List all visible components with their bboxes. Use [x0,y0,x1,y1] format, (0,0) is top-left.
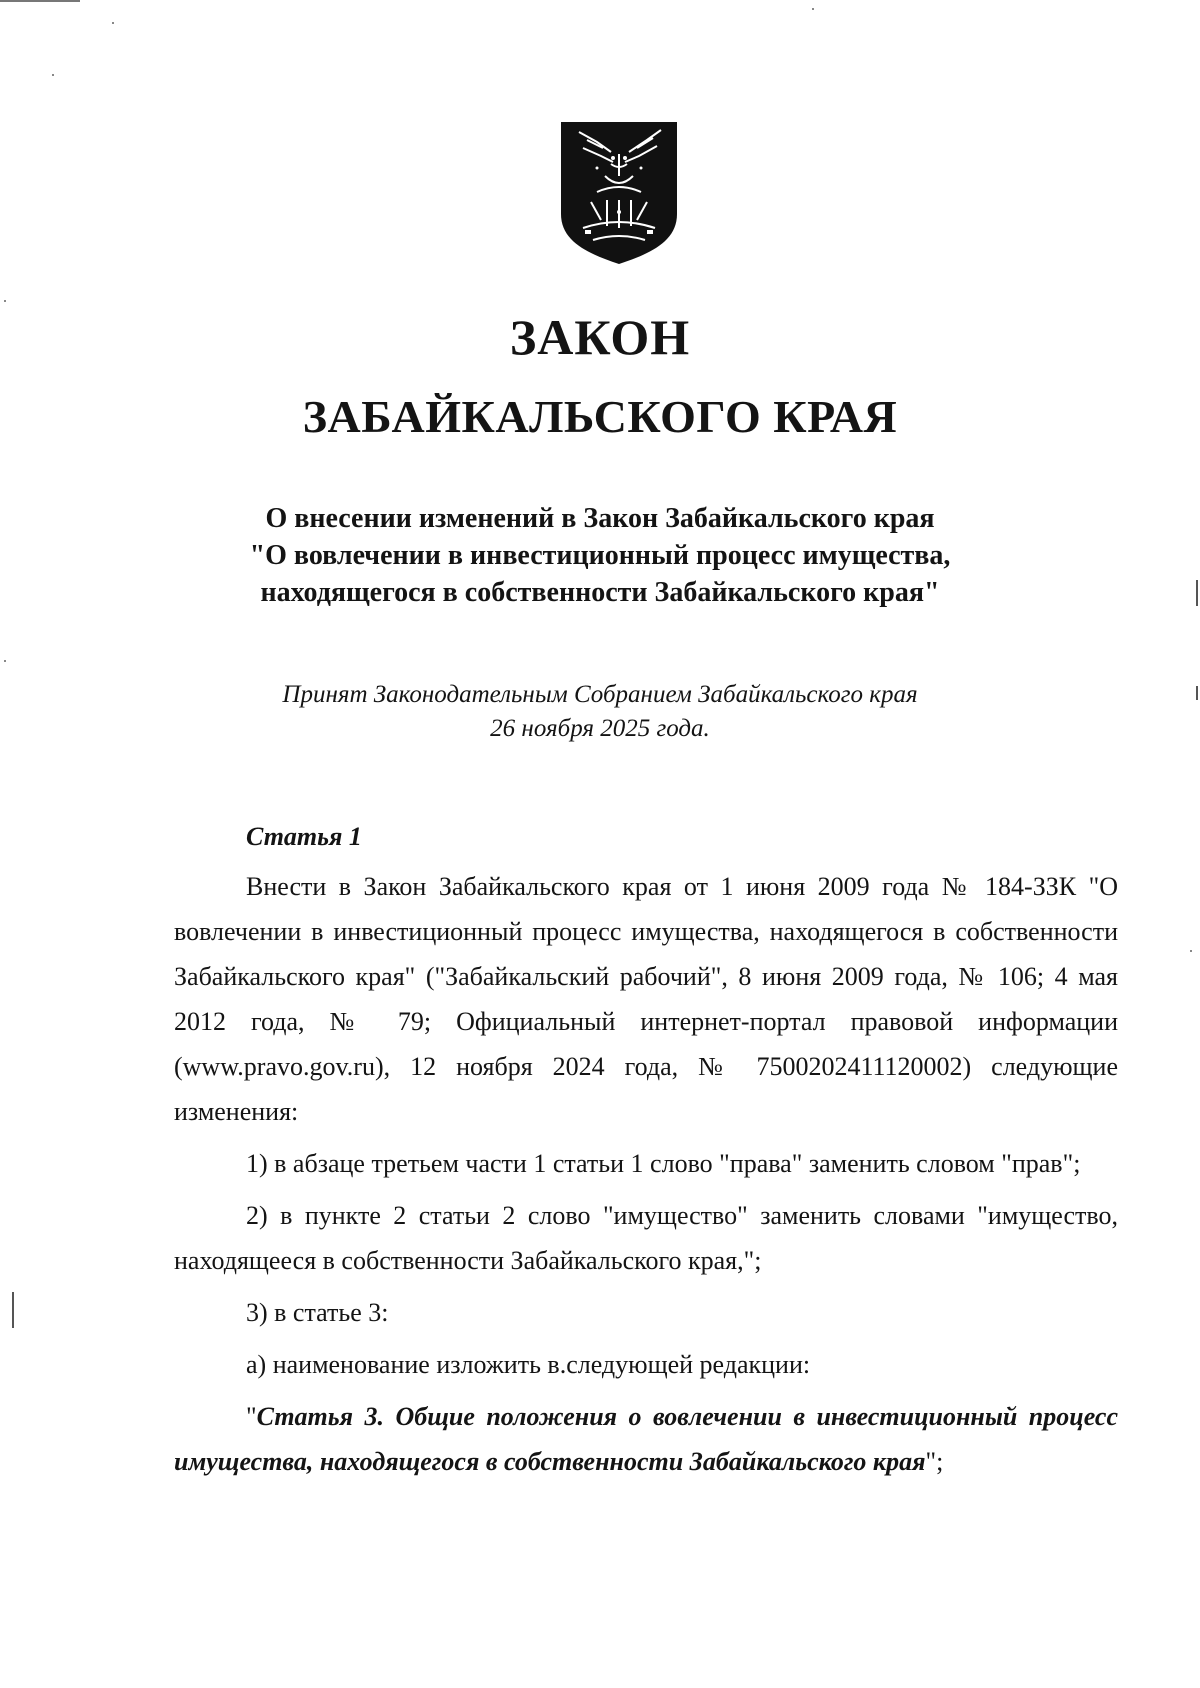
scan-speck [1190,950,1192,952]
adoption-note [150,678,1050,746]
zabaikalsky-krai-coat-of-arms-icon [557,118,681,266]
scan-speck [4,300,6,302]
law-heading-line: О внесении изменений в Закон Забайкальского края [265,503,935,534]
scan-artifact-right-mark [1196,686,1198,700]
article-paragraph: а) наименование изложить в.следующей редакции: [246,1350,811,1379]
quote-open: " [246,1402,257,1431]
article-paragraph: 1) в абзаце третьем части 1 статьи 1 слово "права" заменить словом "прав"; [246,1149,1081,1178]
law-heading-line: "О вовлечении в инвестиционный процесс имущества, [249,540,951,571]
article-paragraph: Внести в Закон Забайкальского края от 1 июня 2009 года № 184-ЗЗК "О вовлечении в инвестиционный процесс имущества, находящегося в собственности Забайкальского края" ("Забайкальский рабочий", 8 июня 2009 года, № 106; 4 мая 2012 года, № 79; Официальный интернет-портал правовой информации (www.pravo.gov.ru), 12 ноября 2024 года, № 7500202411120002) следующие изменения: [174,872,1118,1126]
scan-artifact-left-mark [12,1292,14,1328]
quote-close: "; [925,1447,944,1476]
article-quote-paragraph [174,1394,1118,1484]
article-paragraph: 3) в статье 3: [246,1298,389,1327]
law-heading [150,500,1050,611]
law-region-title: ЗАБАЙКАЛЬСКОГО КРАЯ [302,391,898,442]
article-title: Статья 1 [246,822,362,851]
adoption-date: 26 ноября 2025 года. [490,715,710,742]
scan-artifact-right-mark [1196,580,1198,606]
scan-speck [4,660,6,662]
scan-speck [812,8,814,10]
adoption-note-line: Принят Законодательным Собранием Забайкальского края [282,681,918,708]
article-paragraph: 2) в пункте 2 статьи 2 слово "имущество" заменить словами "имущество, находящееся в собственности Забайкальского края,"; [174,1201,1118,1275]
scan-speck [52,74,54,76]
scan-artifact-top-line [0,0,80,2]
law-heading-line: находящегося в собственности Забайкальского края" [260,577,940,608]
article-body [174,864,1118,1484]
quoted-article-title: Статья 3. Общие положения о вовлечении в инвестиционный процесс имущества, находящегося в собственности Забайкальского края [174,1402,1118,1476]
scan-speck [112,22,114,24]
law-title: ЗАКОН [509,309,691,365]
